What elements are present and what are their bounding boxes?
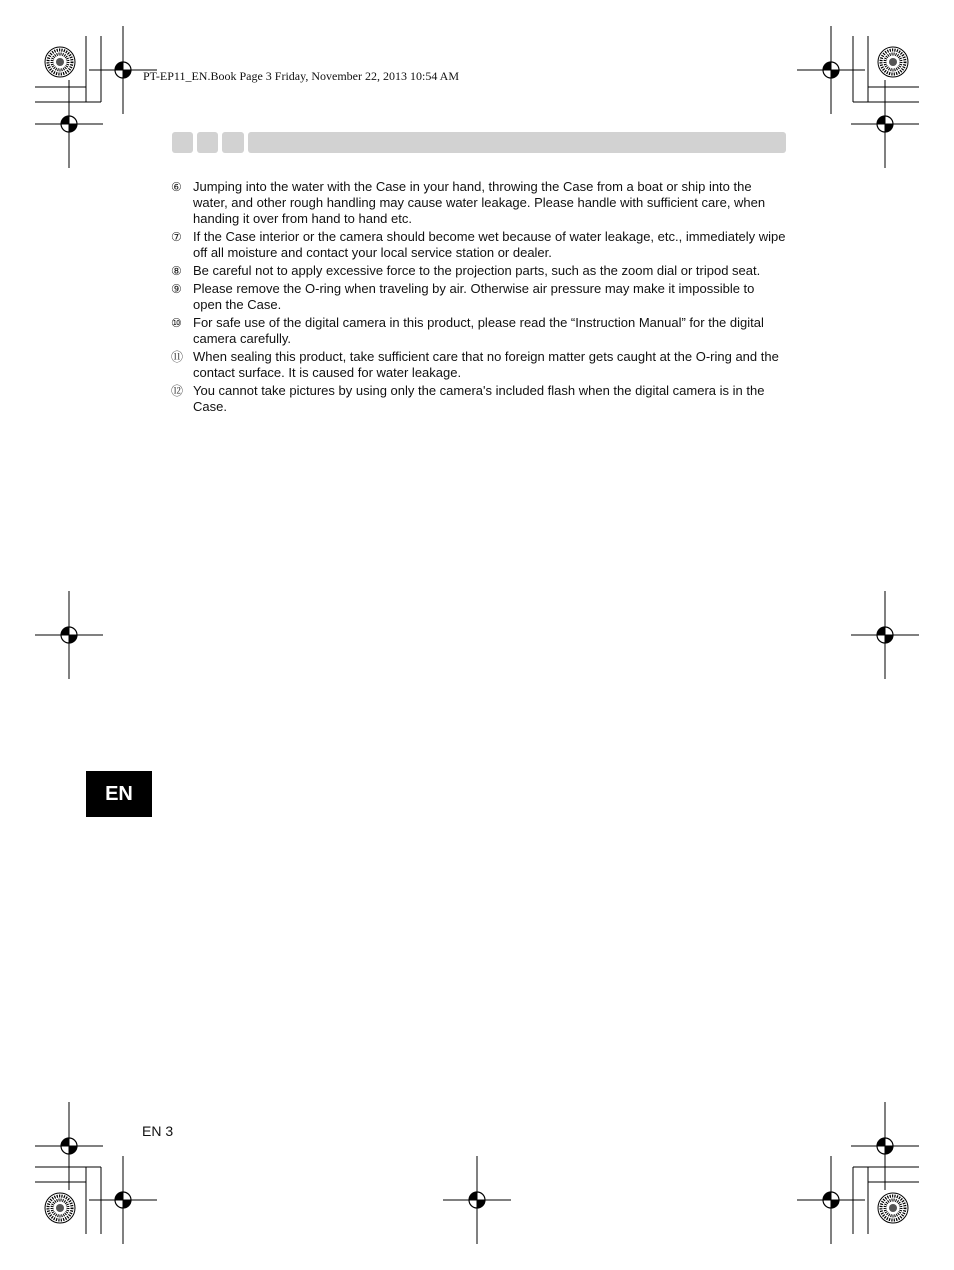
precaution-list: [171, 179, 786, 417]
list-item: [171, 315, 786, 347]
item-number: ⑪: [171, 350, 184, 364]
list-item: [171, 383, 786, 415]
list-item: [171, 349, 786, 381]
registration-mark-bottom-right: [797, 1156, 865, 1244]
registration-mark-top-right: [797, 26, 865, 114]
item-text: When sealing this product, take sufficient care that no foreign matter gets caught at the O-ring and the contact surface. It is caused for water leakage.: [193, 349, 779, 380]
item-text: You cannot take pictures by using only the camera's included flash when the digital camera is in the Case.: [193, 383, 765, 414]
language-tab: EN: [86, 771, 152, 817]
item-number: ⑨: [171, 282, 182, 296]
item-number: ⑥: [171, 180, 182, 194]
registration-mark-upper-left: [35, 80, 103, 168]
item-text: Jumping into the water with the Case in your hand, throwing the Case from a boat or ship into the water, and other rough handling may cause water leakage. Please handle with sufficient care, when handing it over from hand to hand etc.: [193, 179, 766, 226]
registration-mark-upper-right: [851, 80, 919, 168]
color-target-top-left: [45, 47, 75, 77]
section-band-bar: [248, 132, 786, 153]
registration-mark-mid-left: [35, 591, 103, 679]
item-text: Be careful not to apply excessive force to the projection parts, such as the zoom dial or tripod seat.: [193, 263, 761, 278]
section-band-block-1: [172, 132, 193, 153]
color-target-top-right: [878, 47, 908, 77]
item-text: For safe use of the digital camera in this product, please read the “Instruction Manual” for the digital camera carefully.: [193, 315, 764, 346]
item-number: ⑧: [171, 264, 182, 278]
list-item: [171, 179, 786, 227]
registration-mark-lower-left: [35, 1102, 103, 1190]
item-text: If the Case interior or the camera should become wet because of water leakage, etc., immediately wipe off all moisture and contact your local service station or dealer.: [193, 229, 786, 260]
item-number: ⑫: [171, 384, 184, 398]
registration-mark-mid-right: [851, 591, 919, 679]
item-number: ⑦: [171, 230, 182, 244]
registration-mark-bottom-left: [89, 1156, 157, 1244]
color-target-bottom-right: [878, 1193, 908, 1223]
page-number: EN 3: [142, 1123, 174, 1139]
registration-mark-bottom-center: [443, 1156, 511, 1244]
list-item: [171, 229, 786, 261]
print-file-info: PT-EP11_EN.Book Page 3 Friday, November 22, 2013 10:54 AM: [143, 69, 459, 83]
item-text: Please remove the O-ring when traveling by air. Otherwise air pressure may make it impossible to open the Case.: [193, 281, 755, 312]
registration-mark-lower-right: [851, 1102, 919, 1190]
list-item: [171, 281, 786, 313]
color-target-bottom-left: [45, 1193, 75, 1223]
list-item: [171, 263, 786, 279]
item-number: ⑩: [171, 316, 182, 330]
section-band-block-2: [197, 132, 218, 153]
section-band-block-3: [222, 132, 244, 153]
